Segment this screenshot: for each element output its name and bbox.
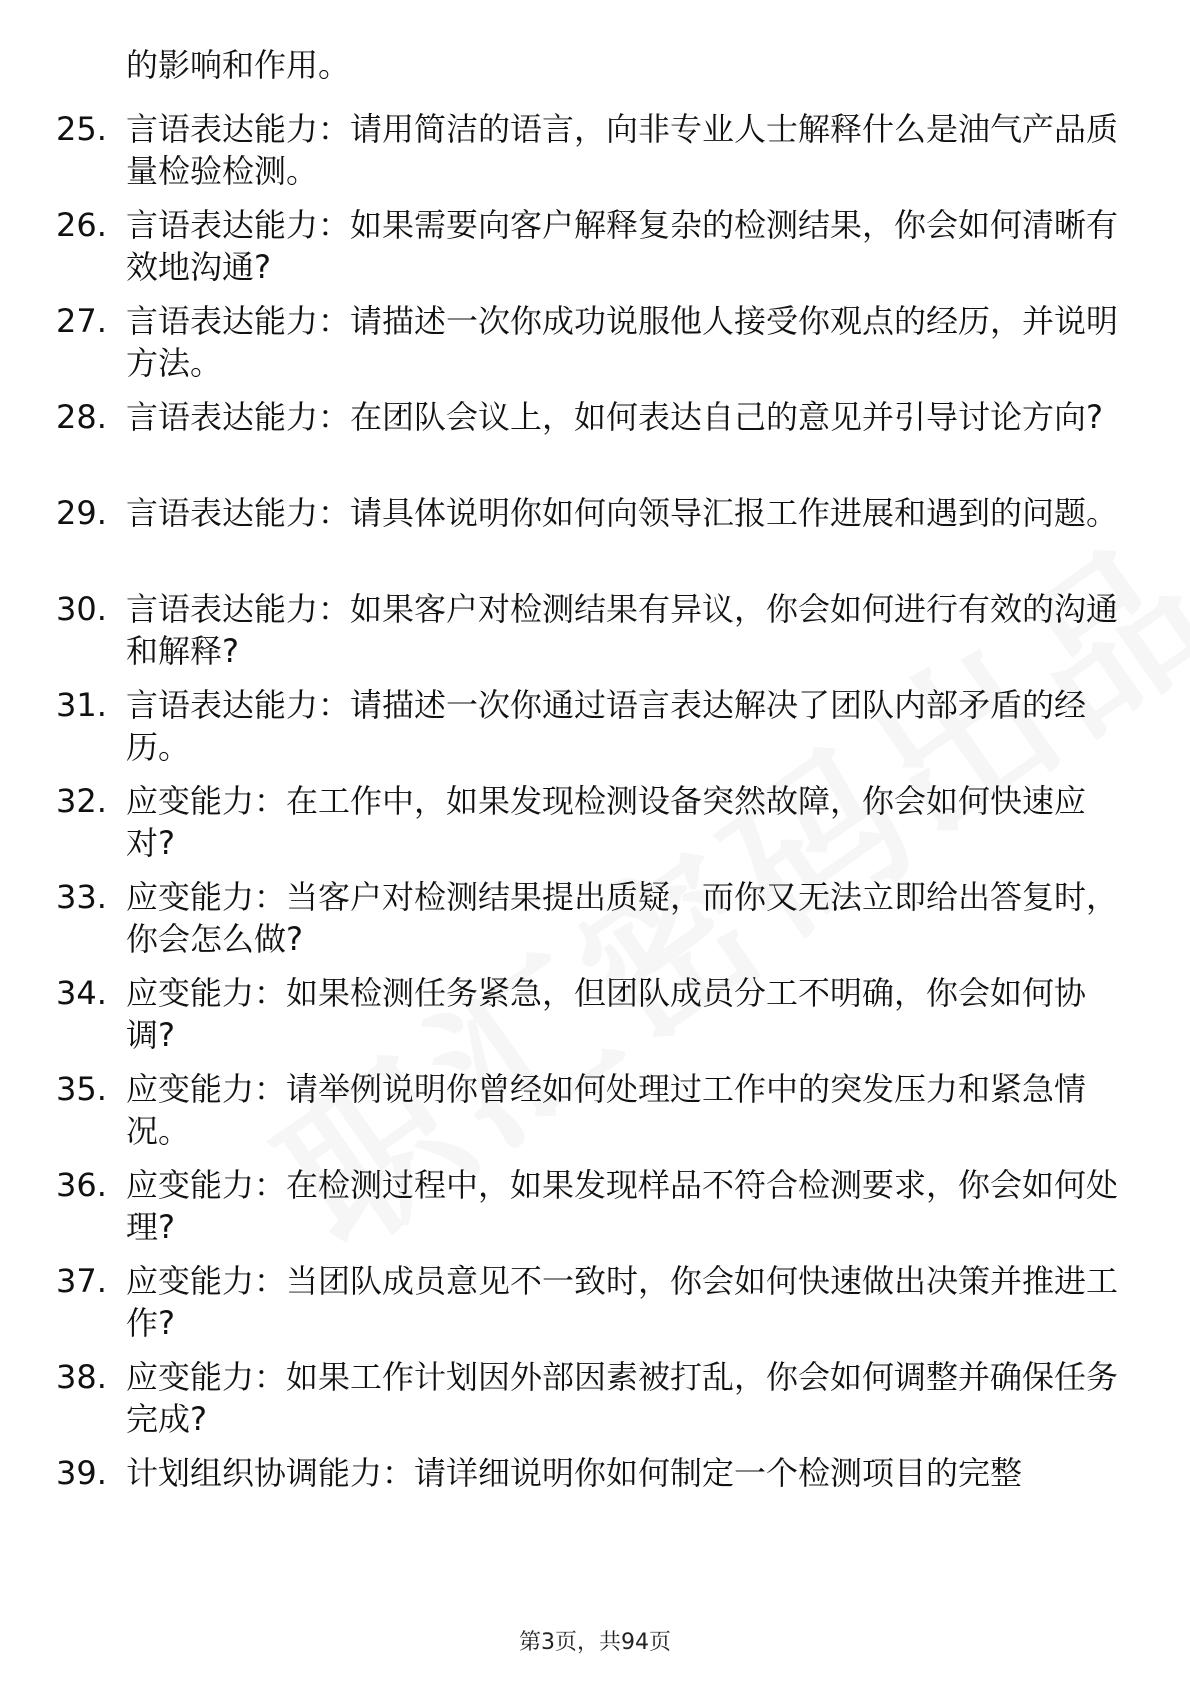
question-item	[0, 204, 1190, 300]
item-text: 应变能力：在检测过程中，如果发现样品不符合检测要求，你会如何处理?	[126, 1166, 1119, 1246]
item-text: 言语表达能力：如果需要向客户解释复杂的检测结果，你会如何清晰有效地沟通?	[126, 206, 1119, 286]
question-item	[0, 972, 1190, 1068]
item-text: 言语表达能力：请用简洁的语言，向非专业人士解释什么是油气产品质量检验检测。	[126, 110, 1119, 190]
question-item	[0, 1452, 1190, 1500]
item-number: 27.	[56, 302, 107, 340]
item-text: 言语表达能力：请描述一次你通过语言表达解决了团队内部矛盾的经历。	[126, 686, 1087, 766]
item-number: 32.	[56, 782, 107, 820]
item-number: 36.	[56, 1166, 107, 1204]
question-item	[0, 108, 1190, 204]
question-item	[0, 492, 1190, 588]
question-item	[0, 780, 1190, 876]
item-number: 26.	[56, 206, 107, 244]
item-text: 计划组织协调能力：请详细说明你如何制定一个检测项目的完整	[126, 1454, 1023, 1492]
item-number: 29.	[56, 494, 107, 532]
item-number: 39.	[56, 1454, 107, 1492]
item-text: 应变能力：请举例说明你曾经如何处理过工作中的突发压力和紧急情况。	[126, 1070, 1087, 1150]
item-number: 34.	[56, 974, 107, 1012]
item-number: 38.	[56, 1358, 107, 1396]
item-number: 37.	[56, 1262, 107, 1300]
question-item	[0, 1164, 1190, 1260]
item-text: 应变能力：在工作中，如果发现检测设备突然故障，你会如何快速应对?	[126, 782, 1087, 862]
question-item	[0, 396, 1190, 492]
item-number: 33.	[56, 878, 107, 916]
item-text: 言语表达能力：请具体说明你如何向领导汇报工作进展和遇到的问题。	[126, 494, 1119, 532]
item-text: 应变能力：当团队成员意见不一致时，你会如何快速做出决策并推进工作?	[126, 1262, 1119, 1342]
question-item	[0, 876, 1190, 972]
question-item	[0, 300, 1190, 396]
question-item	[0, 1068, 1190, 1164]
question-item	[0, 684, 1190, 780]
question-item	[0, 1260, 1190, 1356]
item-text: 应变能力：如果检测任务紧急，但团队成员分工不明确，你会如何协调?	[126, 974, 1087, 1054]
item-text: 言语表达能力：在团队会议上，如何表达自己的意见并引导讨论方向?	[126, 398, 1103, 436]
item-text: 应变能力：当客户对检测结果提出质疑，而你又无法立即给出答复时，你会怎么做?	[126, 878, 1119, 958]
question-item	[0, 1356, 1190, 1452]
item-number: 28.	[56, 398, 107, 436]
item-text: 应变能力：如果工作计划因外部因素被打乱，你会如何调整并确保任务完成?	[126, 1358, 1119, 1438]
page-footer: 第3页，共94页	[519, 1630, 671, 1655]
item-text: 言语表达能力：请描述一次你成功说服他人接受你观点的经历，并说明方法。	[126, 302, 1119, 382]
item-number: 25.	[56, 110, 107, 148]
item-text: 言语表达能力：如果客户对检测结果有异议，你会如何进行有效的沟通和解释?	[126, 590, 1119, 670]
item-number: 35.	[56, 1070, 107, 1108]
question-item	[0, 588, 1190, 684]
continuation-text: 的影响和作用。	[126, 46, 351, 84]
item-number: 30.	[56, 590, 107, 628]
item-number: 31.	[56, 686, 107, 724]
